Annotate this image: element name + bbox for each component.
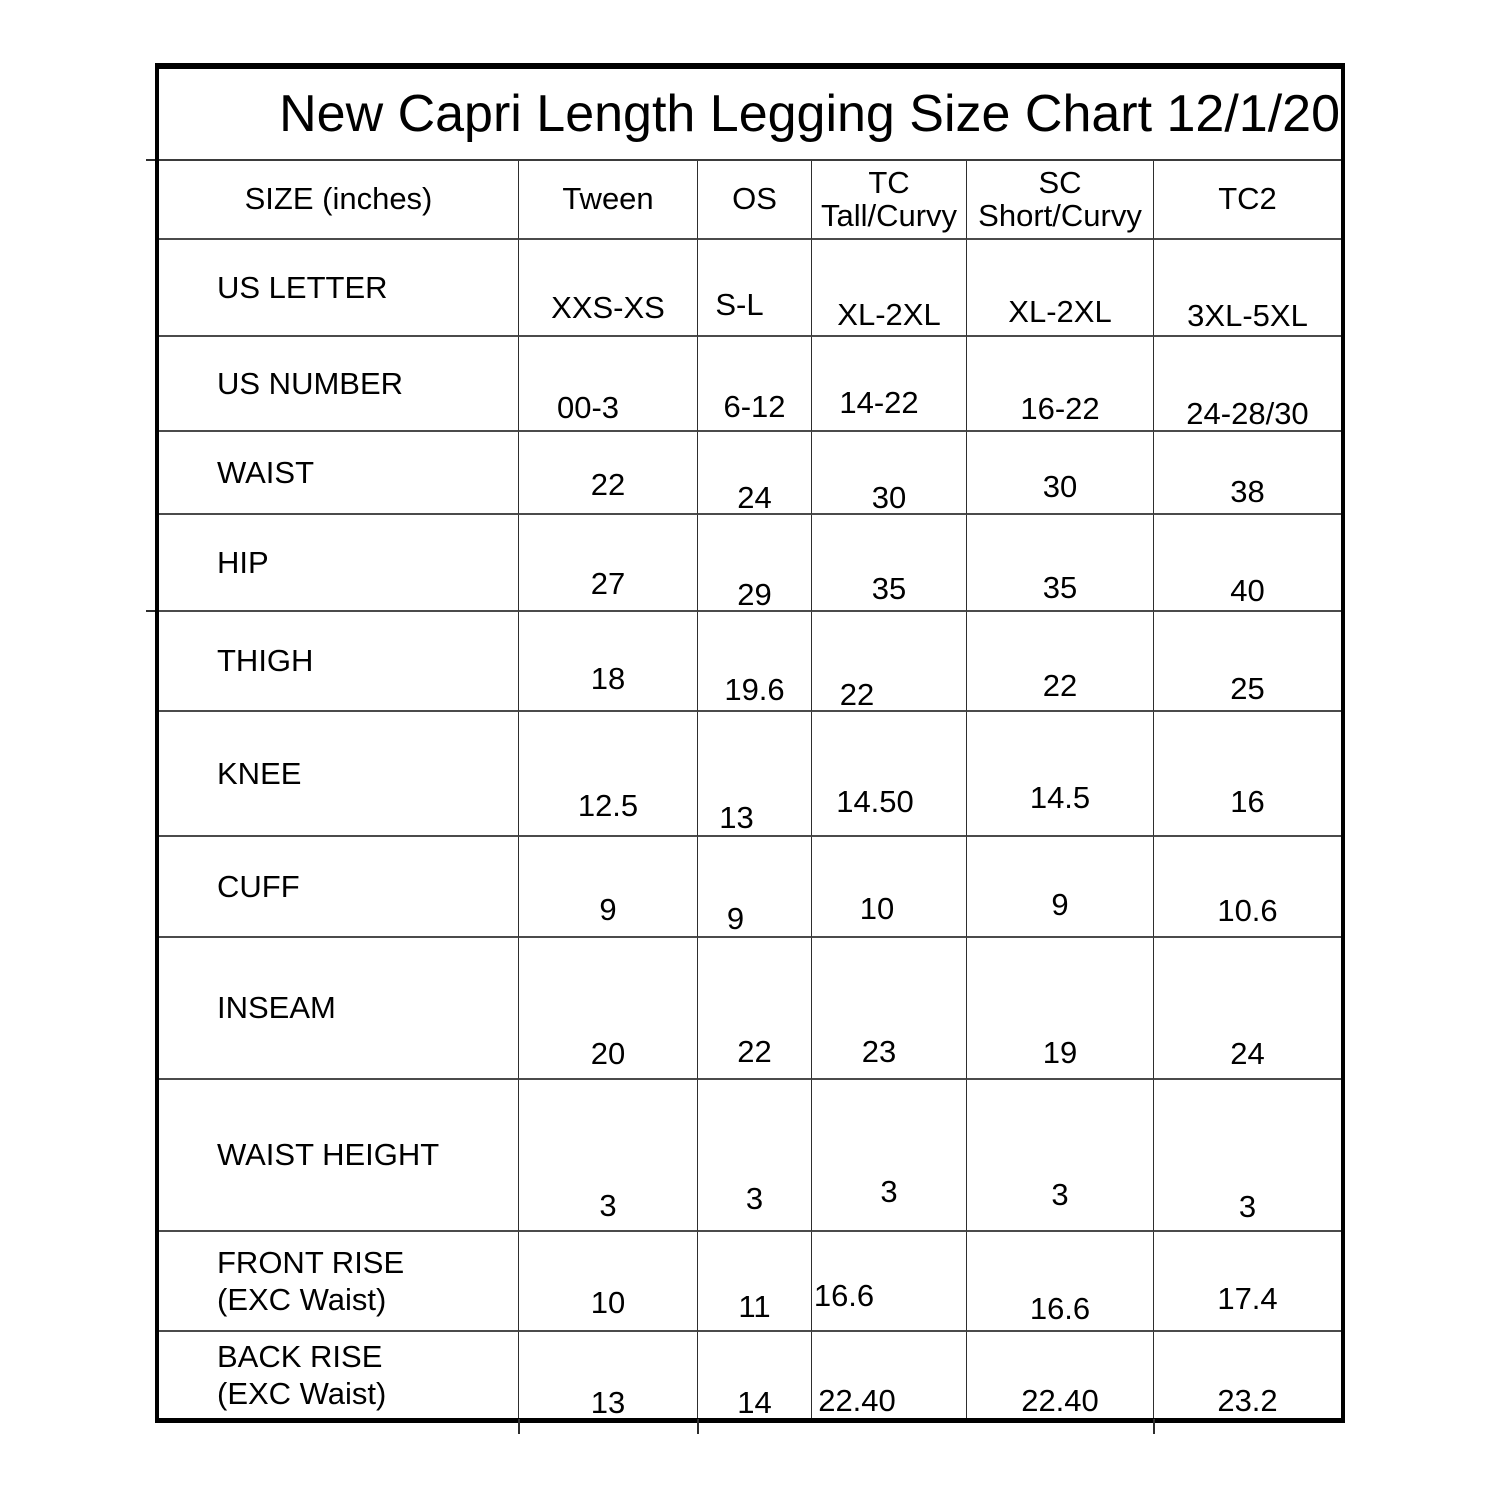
value-text: 22	[590, 467, 626, 502]
cell-cuff-tween	[519, 837, 698, 938]
row-label-hip	[159, 515, 519, 612]
cell-knee-tc2	[1154, 712, 1341, 837]
cell-front-rise-sc	[967, 1232, 1154, 1332]
cell-waist-sc	[967, 432, 1154, 515]
value-text: 00-3	[556, 390, 620, 425]
value-text: 3	[1051, 1177, 1069, 1212]
value-text: 14.5	[1029, 780, 1091, 815]
value-text: 24	[1230, 1036, 1265, 1071]
value-text: 19	[1042, 1035, 1078, 1070]
row-label-waist-height	[159, 1080, 519, 1232]
value-text: 6-12	[723, 389, 786, 424]
row-label-text: THIGH	[217, 643, 314, 679]
cell-front-rise-tc	[812, 1232, 967, 1332]
cell-hip-os	[698, 515, 812, 612]
cell-front-rise-tween	[519, 1232, 698, 1332]
cell-knee-os	[698, 712, 812, 837]
cell-knee-tc	[812, 712, 967, 837]
cell-cuff-os	[698, 837, 812, 938]
row-label-text: FRONT RISE	[217, 1244, 405, 1280]
cell-us-number-tween	[519, 337, 698, 432]
cell-back-rise-sc	[967, 1332, 1154, 1418]
cell-waist-height-os	[698, 1080, 812, 1232]
row-label-back-rise	[159, 1332, 519, 1418]
cell-waist-height-tc2	[1154, 1080, 1341, 1232]
value-text: 14.50	[836, 784, 914, 819]
cell-inseam-tween	[519, 938, 698, 1080]
cell-front-rise-tc2	[1154, 1232, 1341, 1332]
row-label-text: INSEAM	[217, 990, 336, 1026]
row-label-inseam	[159, 938, 519, 1080]
header-cell-os	[698, 161, 812, 240]
value-text: 38	[1230, 474, 1265, 509]
value-text: 16.6	[813, 1278, 875, 1313]
value-text: 10.6	[1217, 893, 1278, 928]
header-cell-tween	[519, 161, 698, 240]
cell-thigh-tween	[519, 612, 698, 712]
row-label-text: KNEE	[217, 755, 302, 791]
value-text: S-L	[715, 287, 764, 322]
value-text: 9	[1051, 887, 1069, 922]
header-size-label: SIZE (inches)	[244, 181, 433, 217]
value-text: 23	[861, 1034, 897, 1069]
value-text: 11	[738, 1289, 771, 1324]
cell-us-letter-tc2	[1154, 240, 1341, 337]
cell-hip-tween	[519, 515, 698, 612]
row-label-us-letter	[159, 240, 519, 337]
row-label-us-number	[159, 337, 519, 432]
cell-us-letter-tc	[812, 240, 967, 337]
value-text: 13	[590, 1385, 626, 1420]
value-text: 3	[599, 1188, 617, 1223]
header-label: TC2	[1218, 181, 1277, 217]
cell-cuff-sc	[967, 837, 1154, 938]
cell-inseam-tc	[812, 938, 967, 1080]
value-text: 35	[871, 571, 907, 606]
row-label-text: US NUMBER	[217, 365, 404, 401]
row-label-cuff	[159, 837, 519, 938]
grid-line-overhang	[146, 159, 155, 161]
value-text: 19.6	[724, 672, 785, 707]
header-label: TC	[868, 164, 910, 200]
value-text: 16-22	[1020, 391, 1100, 426]
cell-knee-tween	[519, 712, 698, 837]
cell-inseam-os	[698, 938, 812, 1080]
value-text: 14-22	[839, 385, 919, 420]
header-cell-sc	[967, 161, 1154, 240]
value-text: 24-28/30	[1186, 396, 1309, 431]
value-text: XXS-XS	[551, 290, 665, 325]
value-text: 40	[1230, 573, 1265, 608]
value-text: 10	[590, 1285, 626, 1320]
cell-thigh-sc	[967, 612, 1154, 712]
value-text: 30	[1042, 469, 1078, 504]
cell-us-number-tc2	[1154, 337, 1341, 432]
cell-waist-height-tc	[812, 1080, 967, 1232]
cell-us-letter-sc	[967, 240, 1154, 337]
row-label-text: WAIST HEIGHT	[217, 1137, 440, 1173]
row-sublabel-text: (EXC Waist)	[217, 1376, 387, 1411]
cell-waist-os	[698, 432, 812, 515]
cell-waist-tc2	[1154, 432, 1341, 515]
size-chart-table	[155, 63, 1345, 1423]
row-label-waist	[159, 432, 519, 515]
value-text: 3	[745, 1181, 764, 1216]
cell-cuff-tc	[812, 837, 967, 938]
grid-line-overhang	[697, 1419, 699, 1434]
value-text: 16.6	[1029, 1291, 1091, 1326]
row-label-text: BACK RISE	[217, 1338, 383, 1374]
cell-us-letter-os	[698, 240, 812, 337]
header-cell-tc2	[1154, 161, 1341, 240]
grid-line-overhang	[518, 1419, 520, 1434]
cell-back-rise-tc	[812, 1332, 967, 1418]
value-text: 22	[839, 677, 875, 712]
value-text: 9	[726, 901, 745, 936]
value-text: 3XL-5XL	[1187, 298, 1308, 333]
value-text: 22	[737, 1034, 772, 1069]
value-text: 17.4	[1217, 1281, 1278, 1316]
cell-thigh-os	[698, 612, 812, 712]
row-label-knee	[159, 712, 519, 837]
cell-us-number-tc	[812, 337, 967, 432]
cell-back-rise-os	[698, 1332, 812, 1418]
value-text: 23.2	[1217, 1383, 1278, 1418]
cell-thigh-tc	[812, 612, 967, 712]
cell-waist-tc	[812, 432, 967, 515]
cell-hip-tc	[812, 515, 967, 612]
value-text: 12.5	[577, 788, 639, 823]
value-text: 22.40	[818, 1383, 896, 1418]
value-text: 3	[880, 1174, 898, 1209]
cell-inseam-sc	[967, 938, 1154, 1080]
grid-line-overhang	[1153, 1419, 1155, 1434]
header-cell-size	[159, 161, 519, 240]
value-text: 9	[599, 892, 617, 927]
cell-waist-tween	[519, 432, 698, 515]
grid-line-overhang	[146, 610, 155, 612]
value-text: 35	[1042, 570, 1078, 605]
cell-us-number-sc	[967, 337, 1154, 432]
cell-waist-height-tween	[519, 1080, 698, 1232]
row-label-text: US LETTER	[217, 269, 388, 305]
cell-waist-height-sc	[967, 1080, 1154, 1232]
row-label-text: CUFF	[217, 868, 300, 904]
row-sublabel-text: (EXC Waist)	[217, 1282, 387, 1317]
value-text: 29	[737, 577, 772, 612]
value-text: 24	[737, 480, 772, 515]
header-label: Tween	[562, 181, 654, 217]
cell-inseam-tc2	[1154, 938, 1341, 1080]
value-text: 22.40	[1021, 1383, 1099, 1418]
value-text: 30	[871, 480, 907, 515]
header-sublabel: Short/Curvy	[978, 197, 1142, 233]
chart-title: New Capri Length Legging Size Chart 12/1/20	[159, 69, 1341, 161]
header-label: OS	[732, 181, 777, 217]
value-text: 13	[719, 800, 754, 835]
value-text: 22	[1042, 668, 1078, 703]
value-text: XL-2XL	[1008, 294, 1112, 329]
value-text: 20	[590, 1036, 626, 1071]
value-text: 10	[859, 891, 895, 926]
cell-cuff-tc2	[1154, 837, 1341, 938]
cell-knee-sc	[967, 712, 1154, 837]
value-text: XL-2XL	[837, 297, 941, 332]
header-sublabel: Tall/Curvy	[820, 197, 958, 233]
cell-us-number-os	[698, 337, 812, 432]
cell-back-rise-tc2	[1154, 1332, 1341, 1418]
cell-us-letter-tween	[519, 240, 698, 337]
cell-hip-sc	[967, 515, 1154, 612]
cell-thigh-tc2	[1154, 612, 1341, 712]
value-text: 27	[590, 566, 626, 601]
value-text: 14	[737, 1385, 772, 1420]
cell-back-rise-tween	[519, 1332, 698, 1418]
row-label-text: HIP	[217, 544, 269, 580]
value-text: 18	[590, 661, 626, 696]
header-label: SC	[1038, 164, 1082, 200]
value-text: 3	[1238, 1189, 1257, 1224]
row-label-text: WAIST	[217, 454, 315, 490]
header-cell-tc	[812, 161, 967, 240]
row-label-front-rise	[159, 1232, 519, 1332]
row-label-thigh	[159, 612, 519, 712]
value-text: 16	[1230, 784, 1265, 819]
value-text: 25	[1230, 671, 1265, 706]
cell-front-rise-os	[698, 1232, 812, 1332]
cell-hip-tc2	[1154, 515, 1341, 612]
